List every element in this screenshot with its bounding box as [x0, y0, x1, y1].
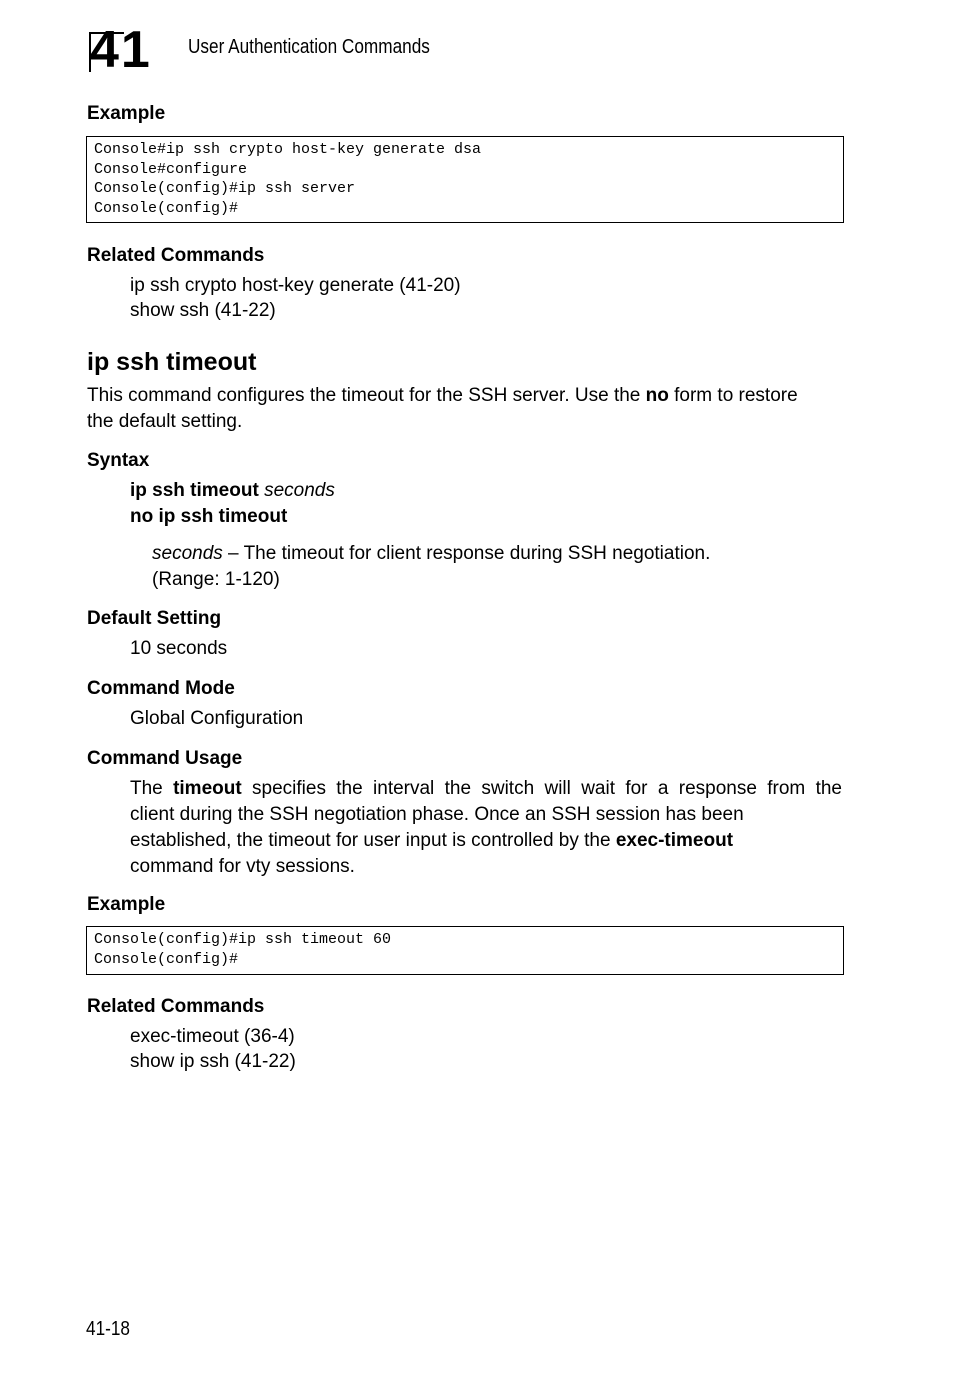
parameter-name: seconds — [152, 543, 223, 564]
code-line: Console(config)#ip ssh server — [94, 180, 356, 197]
related-command-item: ip ssh crypto host-key generate (41-20) — [130, 275, 461, 296]
code-line: Console(config)# — [94, 199, 239, 217]
related-command-item: show ssh (41-22) — [130, 300, 276, 321]
section-description — [87, 383, 847, 435]
related-command-item: exec-timeout (36-4) — [130, 1026, 295, 1047]
code-line: Console#configure — [94, 160, 248, 178]
chapter-number: 41 — [90, 21, 152, 79]
syntax-line-1: ip ssh timeout seconds — [130, 480, 335, 501]
code-example-1 — [86, 136, 844, 223]
default-setting-value: 10 seconds — [130, 638, 228, 659]
description-line-1: This command configures the timeout for the SSH server. Use the no form to restore — [87, 385, 798, 406]
example-heading-2: Example — [87, 894, 166, 915]
command-usage-text: The timeout specifies the interval the switch will wait for a response from the client during the SSH negotiation phase. Once an SSH session has been established, the timeout for user input is controlled by the exec-timeout command for vty sessions. — [130, 778, 842, 877]
code-example-2 — [86, 926, 844, 975]
code-line: Console#ip ssh crypto host-key generate dsa — [94, 141, 482, 158]
section-title: ip ssh timeout — [87, 348, 257, 376]
related-commands-heading-2: Related Commands — [87, 996, 265, 1017]
description-line-2: the default setting. — [87, 411, 243, 432]
syntax-parameter: seconds – The timeout for client response during SSH negotiation. (Range: 1-120) — [152, 541, 778, 593]
example-heading-1: Example — [87, 103, 166, 124]
parameter-range: (Range: 1-120) — [152, 569, 280, 590]
command-usage-heading: Command Usage — [87, 748, 243, 769]
page-number: 41-18 — [86, 1318, 130, 1340]
command-mode-heading: Command Mode — [87, 678, 235, 699]
syntax-heading: Syntax — [87, 450, 150, 471]
code-line: Console(config)#ip ssh timeout 60 — [94, 931, 392, 948]
command-mode-value: Global Configuration — [130, 708, 304, 729]
syntax-line-2: no ip ssh timeout — [130, 506, 288, 527]
related-command-item: show ip ssh (41-22) — [130, 1051, 296, 1072]
running-title: User Authentication Commands — [188, 36, 430, 58]
related-commands-heading-1: Related Commands — [87, 245, 265, 266]
default-setting-heading: Default Setting — [87, 608, 222, 629]
code-line: Console(config)# — [94, 950, 239, 968]
